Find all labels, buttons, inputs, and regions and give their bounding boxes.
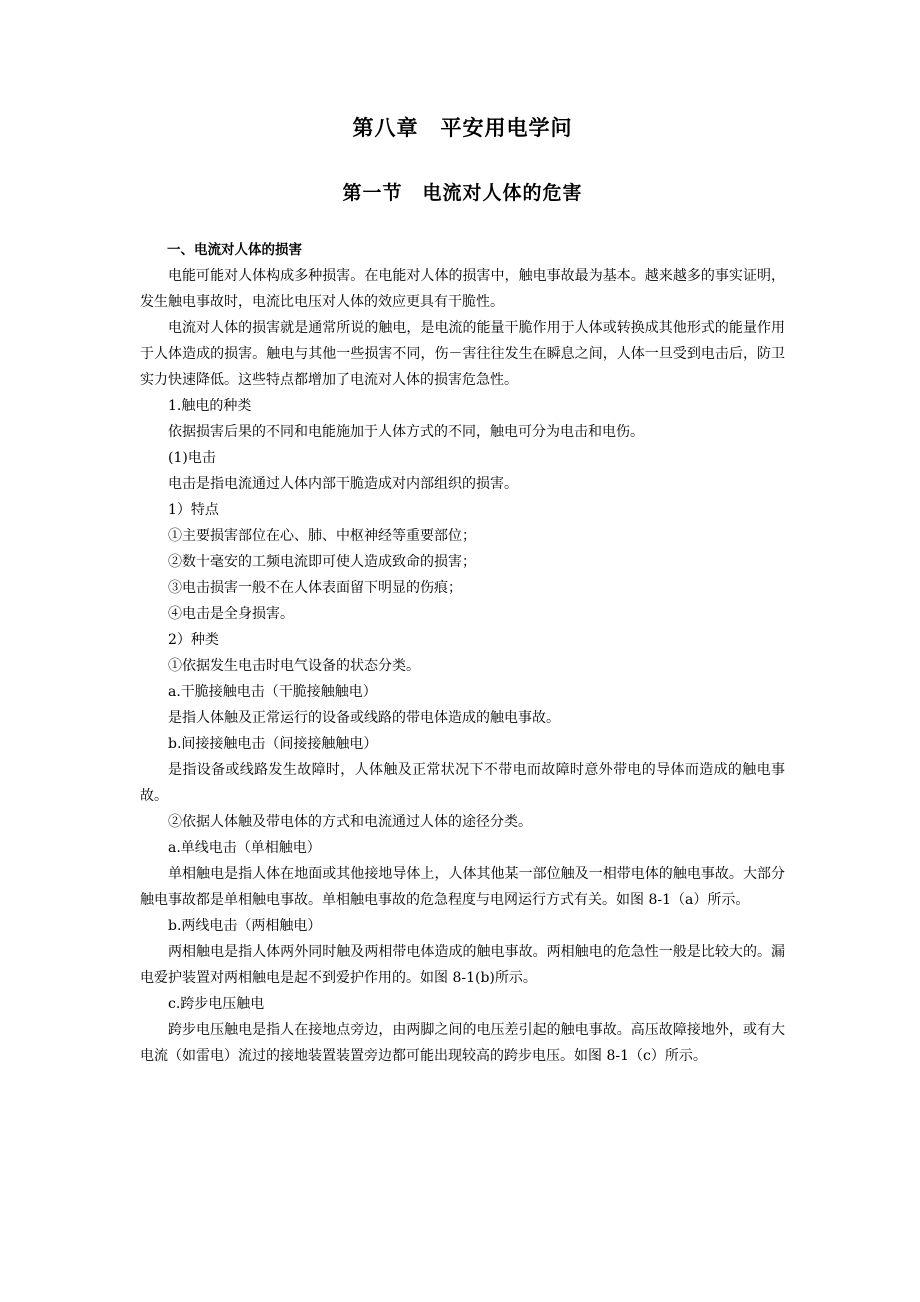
list-item: ③电击损害一般不在人体表面留下明显的伤痕； bbox=[168, 580, 462, 596]
chapter-title: 第八章 平安用电学问 bbox=[352, 116, 573, 140]
subheading-electric-injury: 一、电流对人体的损害 bbox=[167, 242, 302, 258]
paragraph: 依据损害后果的不同和电能施加于人体方式的不同，触电可分为电击和电伤。 bbox=[168, 424, 644, 440]
paragraph: 电流对人体的损害就是通常所说的触电，是电流的能量干脆作用于人体或转换成其他形式的能量作用于人体造成的损害。触电与其他一些损害不同，伤－害往往发生在瞬息之间，人体一旦受到电击后，防卫实力快速降低。这些特点都增加了电流对人体的损害危急性。 bbox=[140, 320, 785, 388]
list-item: ①主要损害部位在心、肺、中枢神经等重要部位； bbox=[168, 528, 476, 544]
paragraph: 两相触电是指人体两外同时触及两相带电体造成的触电事故。两相触电的危急性一般是比较大的。漏电爱护装置对两相触电是起不到爱护作用的。如图 8-1(b)所示。 bbox=[140, 944, 785, 986]
list-item: ④电击是全身损害。 bbox=[168, 606, 294, 622]
subheading-shock-types: 1.触电的种类 bbox=[168, 398, 252, 414]
subheading-electric-shock: (1)电击 bbox=[168, 450, 216, 466]
paragraph: 单相触电是指人体在地面或其他接地导体上，人体其他某一部位触及一相带电体的触电事故。大部分触电事故都是单相触电事故。单相触电事故的危急程度与电网运行方式有关。如图 8-1（a）所示。 bbox=[140, 866, 785, 908]
list-item: c.跨步电压触电 bbox=[168, 996, 265, 1012]
list-item: b.两线电击（两相触电） bbox=[168, 918, 322, 934]
list-item: ①依据发生电击时电气设备的状态分类。 bbox=[168, 658, 420, 674]
section-title: 第一节 电流对人体的危害 bbox=[342, 182, 583, 204]
list-item: a.单线电击（单相触电） bbox=[168, 840, 321, 856]
paragraph: 是指人体触及正常运行的设备或线路的带电体造成的触电事故。 bbox=[168, 710, 560, 726]
document-body bbox=[140, 237, 785, 1069]
subheading-features: 1）特点 bbox=[168, 502, 219, 518]
paragraph: 是指设备或线路发生故障时，人体触及正常状况下不带电而故障时意外带电的导体而造成的触电事故。 bbox=[140, 762, 785, 804]
list-item: b.间接接触电击（间接接触触电） bbox=[168, 736, 378, 752]
subheading-categories: 2）种类 bbox=[168, 632, 219, 648]
list-item: ②依据人体触及带电体的方式和电流通过人体的途径分类。 bbox=[168, 814, 532, 830]
paragraph: 电能可能对人体构成多种损害。在电能对人体的损害中，触电事故最为基本。越来越多的事实证明，发生触电事故时，电流比电压对人体的效应更具有干脆性。 bbox=[140, 268, 785, 310]
paragraph: 电击是指电流通过人体内部干脆造成对内部组织的损害。 bbox=[168, 476, 518, 492]
list-item: a.干脆接触电击（干脆接触触电） bbox=[168, 684, 377, 700]
paragraph: 跨步电压触电是指人在接地点旁边，由两脚之间的电压差引起的触电事故。高压故障接地外，或有大电流（如雷电）流过的接地装置装置旁边都可能出现较高的跨步电压。如图 8-1（c）所示。 bbox=[140, 1022, 785, 1064]
list-item: ②数十毫安的工频电流即可使人造成致命的损害； bbox=[168, 554, 476, 570]
document-page bbox=[140, 110, 785, 1069]
